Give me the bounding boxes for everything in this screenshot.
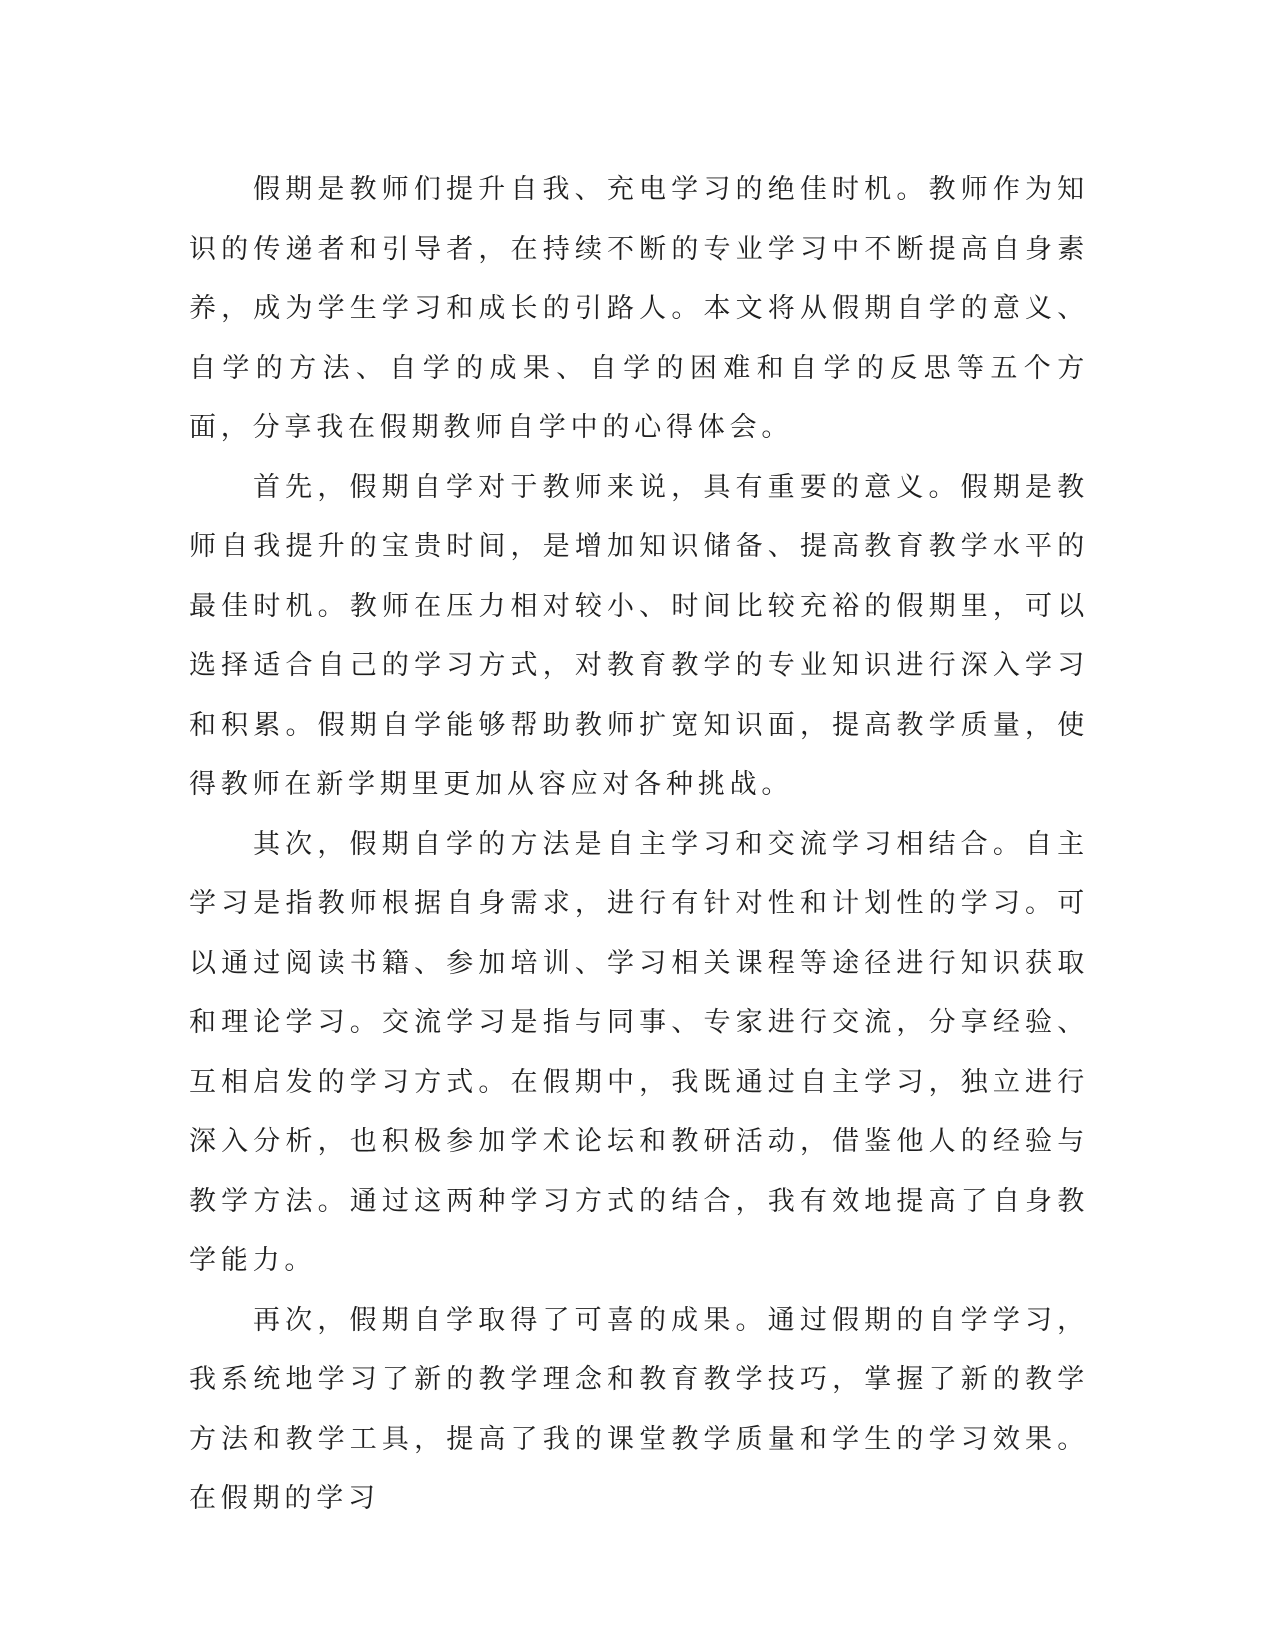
paragraph-intro: 假期是教师们提升自我、充电学习的绝佳时机。教师作为知识的传递者和引导者，在持续不断的专业学习中不断提高自身素养，成为学生学习和成长的引路人。本文将从假期自学的意义、自学的方法、自学的成果、自学的困难和自学的反思等五个方面，分享我在假期教师自学中的心得体会。	[189, 174, 1089, 443]
paragraph-methods: 其次，假期自学的方法是自主学习和交流学习相结合。自主学习是指教师根据自身需求，进行有针对性和计划性的学习。可以通过阅读书籍、参加培训、学习相关课程等途径进行知识获取和理论学习。交流学习是指与同事、专家进行交流，分享经验、互相启发的学习方式。在假期中，我既通过自主学习，独立进行深入分析，也积极参加学术论坛和教研活动，借鉴他人的经验与教学方法。通过这两种学习方式的结合，我有效地提高了自身教学能力。	[189, 828, 1089, 1276]
paragraph-results: 再次，假期自学取得了可喜的成果。通过假期的自学学习，我系统地学习了新的教学理念和教育教学技巧，掌握了新的教学方法和教学工具，提高了我的课堂教学质量和学生的学习效果。在假期的学习	[189, 1304, 1089, 1514]
document-body	[189, 160, 1089, 1529]
paragraph-significance: 首先，假期自学对于教师来说，具有重要的意义。假期是教师自我提升的宝贵时间，是增加知识储备、提高教育教学水平的最佳时机。教师在压力相对较小、时间比较充裕的假期里，可以选择适合自己的学习方式，对教育教学的专业知识进行深入学习和积累。假期自学能够帮助教师扩宽知识面，提高教学质量，使得教师在新学期里更加从容应对各种挑战。	[189, 471, 1089, 800]
